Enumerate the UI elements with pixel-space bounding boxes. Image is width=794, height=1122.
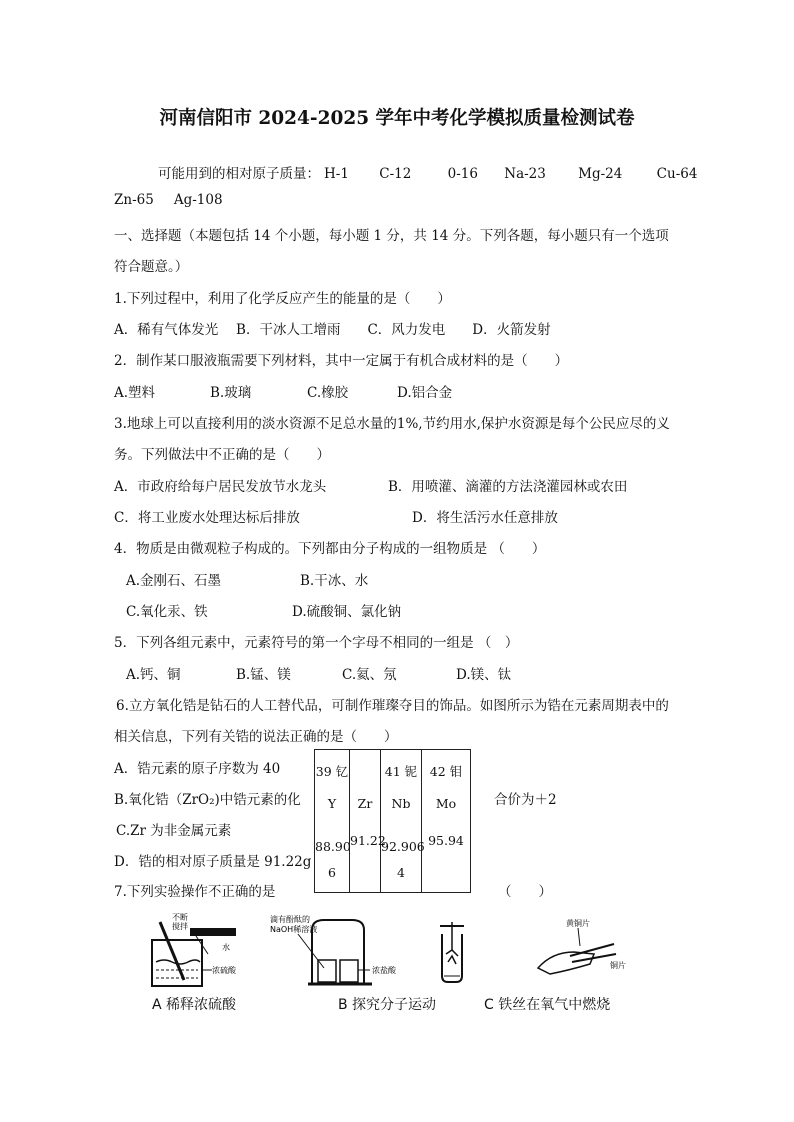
mass-h: H-1 <box>324 166 349 182</box>
element-cell-y <box>315 750 350 893</box>
section-heading-cont: 符合题意。） <box>114 259 189 275</box>
element-symbol: Zr <box>357 796 373 811</box>
figure-b-caption: B 探究分子运动 <box>338 997 437 1013</box>
question-6-option-c: C.Zr 为非金属元素 <box>116 823 232 839</box>
figure-a-dilute-acid <box>146 910 256 990</box>
question-1-stem: 1.下列过程中，利用了化学反应产生的能量的是（ ） <box>114 291 451 307</box>
element-mass: 88.90 <box>315 839 351 854</box>
element-number-name: 41 铌 <box>384 764 418 779</box>
mass-na: Na-23 <box>504 166 546 182</box>
question-2-stem: 2．制作某口服液瓶需要下列材料，其中一定属于有机合成材料的是（ ） <box>114 353 569 369</box>
mass-cu: Cu-64 <box>656 166 698 182</box>
question-5-stem: 5．下列各组元素中，元素符号的第一个字母不相同的一组是 （ ） <box>114 635 519 651</box>
question-6-stem-cont: 相关信息，下列有关锆的说法正确的是（ ） <box>114 729 398 745</box>
question-4-option-b: B.干冰、水 <box>300 573 369 589</box>
element-mass: 91.22 <box>350 833 386 848</box>
figure-a-label-stir-2: 搅拌 <box>172 922 188 931</box>
element-cell-mo <box>422 750 471 893</box>
figure-a-label-water: 水 <box>222 943 230 952</box>
mass-mg: Mg-24 <box>578 166 623 182</box>
element-symbol: Nb <box>391 796 411 811</box>
question-1-options: A．稀有气体发光 B．干冰人工增雨 C．风力发电 D．火箭发射 <box>114 322 551 338</box>
element-cell-zr <box>350 750 386 893</box>
periodic-table-excerpt <box>314 749 471 893</box>
figure-a-label-acid: 浓硫酸 <box>212 966 236 975</box>
question-3-option-b: B．用喷灌、滴灌的方法浇灌园林或农田 <box>388 479 628 495</box>
mass-o: 0-16 <box>447 166 478 182</box>
figure-b-label-1: 滴有酚酞的 <box>270 915 310 924</box>
element-mass-cont: 4 <box>397 865 405 880</box>
figure-d-label-copper: 铜片 <box>610 961 626 970</box>
element-cell-nb <box>381 750 425 893</box>
figure-c-iron-burning <box>432 920 472 984</box>
mass-c: C-12 <box>379 166 412 182</box>
element-symbol: Mo <box>435 796 457 811</box>
figure-a-label-stir-1: 不断 <box>172 913 188 922</box>
question-5-option-a: A.钙、铜 <box>126 667 181 683</box>
figure-c-caption: C 铁丝在氧气中燃烧 <box>484 997 611 1013</box>
atomic-mass-intro: 可能用到的相对原子质量： <box>158 166 320 182</box>
question-6-option-d: D．锆的相对原子质量是 91.22g <box>114 854 312 870</box>
question-2-option-b: B.玻璃 <box>210 385 252 401</box>
figure-b-molecular-motion <box>268 912 418 988</box>
page-title: 河南信阳市 2024-2025 学年中考化学模拟质量检测试卷 <box>159 108 635 129</box>
question-6-option-b: B.氧化锆（ZrO₂)中锆元素的化 <box>114 792 301 808</box>
element-mass-cont: 6 <box>328 865 336 880</box>
element-mass: 92.906 <box>381 839 425 854</box>
question-6-stem: 6.立方氧化锆是钻石的人工替代品，可制作璀璨夺目的饰品。如图所示为锆在元素周期表中的 <box>116 698 669 714</box>
figure-a-caption: A 稀释浓硫酸 <box>152 997 237 1013</box>
mass-zn: Zn-65 <box>114 192 154 208</box>
figure-b-label-hcl: 浓盐酸 <box>372 966 396 975</box>
question-4-option-d: D.硫酸铜、氯化钠 <box>292 604 402 620</box>
figure-d-label-brass: 黄铜片 <box>566 919 590 928</box>
question-3-option-a: A．市政府给每户居民发放节水龙头 <box>114 479 327 495</box>
figure-b-label-2: NaOH稀溶液 <box>270 925 318 934</box>
element-mass: 95.94 <box>428 833 464 848</box>
element-number-name: 42 钼 <box>429 764 463 779</box>
question-3-option-d: D．将生活污水任意排放 <box>412 510 558 526</box>
question-4-stem: 4．物质是由微观粒子构成的。下列都由分子构成的一组物质是 （ ） <box>114 541 546 557</box>
question-6-option-a: A．锆元素的原子序数为 40 <box>114 761 281 777</box>
question-5-option-d: D.镁、钛 <box>456 667 512 683</box>
element-number-name: 39 钇 <box>315 764 349 779</box>
question-3-stem: 3.地球上可以直接利用的淡水资源不足总水量的1%,节约用水,保护水资源是每个公民应尽的义 <box>114 416 670 432</box>
atomic-mass-line-2 <box>114 192 223 208</box>
question-4-option-a: A.金刚石、石墨 <box>126 573 222 589</box>
question-2-option-a: A.塑料 <box>114 385 156 401</box>
question-7-answer-paren: （ ） <box>498 884 552 900</box>
question-6-option-b-tail: 合价为＋2 <box>494 792 557 808</box>
question-2-option-c: C.橡胶 <box>307 385 349 401</box>
mass-ag: Ag-108 <box>173 192 223 208</box>
element-symbol: Y <box>327 796 337 811</box>
atomic-mass-line <box>158 162 697 182</box>
question-4-option-c: C.氧化汞、铁 <box>126 604 208 620</box>
question-3-option-c: C．将工业废水处理达标后排放 <box>114 510 300 526</box>
question-5-option-c: C.氦、氖 <box>342 667 397 683</box>
question-3-stem-cont: 务。下列做法中不正确的是（ ） <box>114 447 330 463</box>
question-7-stem: 7.下列实验操作不正确的是 <box>114 884 276 900</box>
section-heading: 一、选择题（本题包括 14 个小题，每小题 1 分，共 14 分。下列各题，每小题只有一个选项 <box>114 228 669 244</box>
figure-d-metal-plates <box>530 916 640 980</box>
question-2-option-d: D.铝合金 <box>397 385 453 401</box>
question-5-option-b: B.锰、镁 <box>236 667 291 683</box>
